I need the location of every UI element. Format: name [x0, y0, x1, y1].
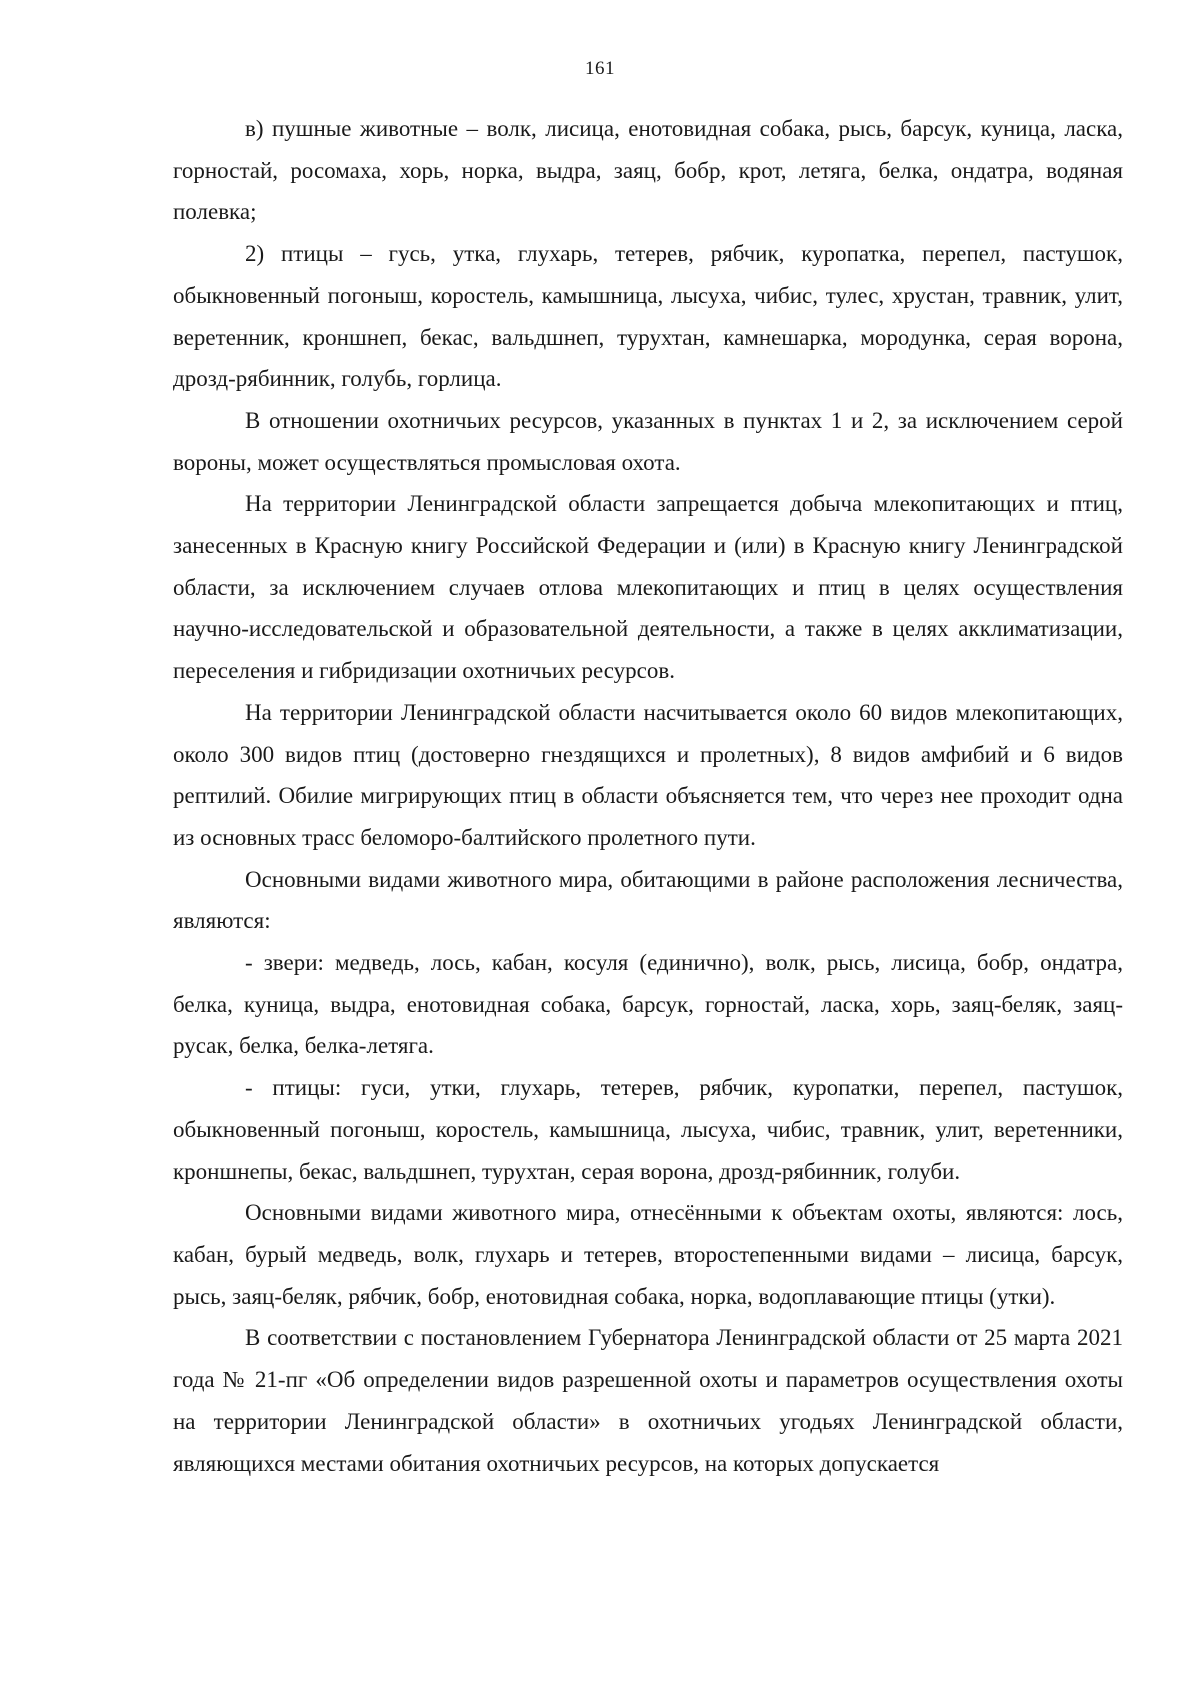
paragraph-fur-animals: в) пушные животные – волк, лисица, енотовидная собака, рысь, барсук, куница, ласка, горностай, росомаха, хорь, норка, выдра, заяц, бобр, крот, летяга, белка, ондатра, водяная полевка;: [173, 116, 1123, 225]
paragraph-commercial-hunting: В отношении охотничьих ресурсов, указанных в пунктах 1 и 2, за исключением серой вороны, может осуществляться промысловая охота.: [173, 407, 1123, 475]
paragraph-red-book-prohibition: На территории Ленинградской области запрещается добыча млекопитающих и птиц, занесенных в Красную книгу Российской Федерации и (или) в Красную книгу Ленинградской области, за исключением случаев отлова млекопитающих и птиц в целях осуществления научно-исследовательской и образовательной деятельности, а также в целях акклиматизации, переселения и гибридизации охотничьих ресурсов.: [173, 491, 1123, 684]
paragraph-species-count: На территории Ленинградской области насчитывается около 60 видов млекопитающих, около 300 видов птиц (достоверно гнездящихся и пролетных), 8 видов амфибий и 6 видов рептилий. Обилие мигрирующих птиц в области объясняется тем, что через нее проходит одна из основных трасс беломоро-балтийского пролетного пути.: [173, 699, 1123, 850]
paragraph-hunting-objects: Основными видами животного мира, отнесёнными к объектам охоты, являются: лось, кабан, бурый медведь, волк, глухарь и тетерев, второстепенными видами – лисица, барсук, рысь, заяц-беляк, рябчик, бобр, енотовидная собака, норка, водоплавающие птицы (утки).: [173, 1200, 1123, 1309]
document-body: [173, 108, 1123, 1484]
paragraph-main-species-intro: Основными видами животного мира, обитающими в районе расположения лесничества, являются:: [173, 866, 1123, 934]
paragraph-governor-decree: В соответствии с постановлением Губернатора Ленинградской области от 25 марта 2021 года № 21-пг «Об определении видов разрешенной охоты и параметров осуществления охоты на территории Ленинградской области» в охотничьих угодьях Ленинградской области, являющихся местами обитания охотничьих ресурсов, на которых допускается: [173, 1325, 1123, 1476]
paragraph-birds-list: 2) птицы – гусь, утка, глухарь, тетерев, рябчик, куропатка, перепел, пастушок, обыкновенный погоныш, коростель, камышница, лысуха, чибис, тулес, хрустан, травник, улит, веретенник, кроншнеп, бекас, вальдшнеп, турухтан, камнешарка, мородунка, серая ворона, дрозд-рябинник, голубь, горлица.: [173, 241, 1123, 392]
paragraph-beasts: - звери: медведь, лось, кабан, косуля (единично), волк, рысь, лисица, бобр, ондатра, белка, куница, выдра, енотовидная собака, барсук, горностай, ласка, хорь, заяц-беляк, заяц-русак, белка, белка-летяга.: [173, 950, 1123, 1059]
page-number: 161: [585, 58, 615, 79]
paragraph-birds: - птицы: гуси, утки, глухарь, тетерев, рябчик, куропатки, перепел, пастушок, обыкновенный погоныш, коростель, камышница, лысуха, чибис, травник, улит, веретенники, кроншнепы, бекас, вальдшнеп, турухтан, серая ворона, дрозд-рябинник, голуби.: [173, 1075, 1123, 1184]
